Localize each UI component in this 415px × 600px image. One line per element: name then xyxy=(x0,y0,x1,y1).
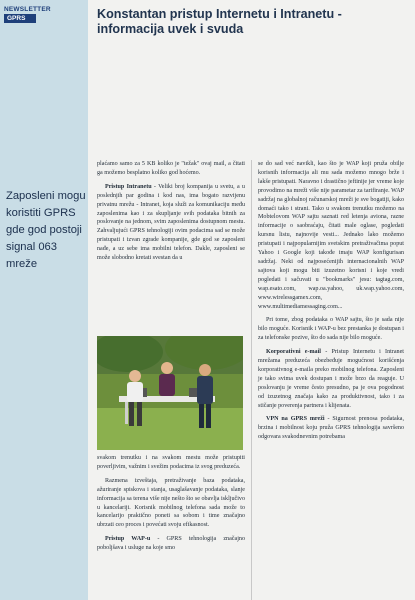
pull-quote: Zaposleni mogu koristiti GPRS gde god postoji signal 063 mreže xyxy=(6,190,86,270)
paragraph: Pristup Intranetu - Veliki broj kompanija u svetu, a u poslednjih par godina i kod nas, ima bogato razvijenu privatnu mrežu - Intranet, koja služi za komunikaciju među zaposlenima kao i za skupljanje svih podataka bitnih za poslovanje na jednom, svim zaposlenima dostupnom mestu. Zahvaljujući GPRS tehnologiji ovim podacima sad se može pristupati i izvan zgrade kompanije, gde god se zaposleni nađe, a uz sebe ima mobilni telefon. Dakle, zaposleni se može slobodno kretati svestan da u xyxy=(97,183,245,262)
paragraph: VPN na GPRS mreži - Sigurnost prenosa podataka, brzina i mobilnost koju pruža GPRS tehnologija savršeno odgovara svakodnevnim potrebama xyxy=(258,416,404,441)
article-photo xyxy=(97,336,243,450)
column-2 xyxy=(258,160,404,447)
column-1-top xyxy=(97,160,245,268)
newsletter-badge xyxy=(4,6,60,23)
newsletter-label: NEWSLETTER xyxy=(4,6,51,13)
paragraph: svakom trenutku i na svakom mestu može pristupiti poverljivim, važnim i svežim podacima iz svog preduzeća. xyxy=(97,455,245,470)
paragraph: Razmena izveštaja, pretraživanje baza podataka, ažuriranje spiskova i stanja, usaglašavanje podataka, slanje informacija sa terena više nije nešto što se obavlja isključivo u kancelariji. Korisnik mobilnog telefona sada može to kancelarijo praktično poneti sa sobom i time značajno ubrzati ceo proces i povećati svoju efikasnost. xyxy=(97,477,245,529)
column-divider xyxy=(251,160,252,600)
article-title: Konstantan pristup Internetu i Intranetu - informacija uvek i svuda xyxy=(97,7,342,36)
paragraph: Korporativni e-mail - Pristup Internetu i Intranet mrežama preduzeća obezbeđuje mogućnost korišćenja korporativnog e-maila preko mobilnog telefona. Zaposleni je tako svima uvek dostupan i može brzo da reaguje. U poslovanju je vreme često presudno, pa je ova pogodnost od izuzetnog značaja kako za produktivnost, tako i za stičanje poverenja partnera i klijenata. xyxy=(258,349,405,409)
section-label: GPRS xyxy=(4,14,36,23)
column-1-bottom xyxy=(97,454,245,558)
paragraph: se do sad već navikli, kao što je WAP koji pruža obilje korisnih informacija ali mu sada možemo mnogo brže i lakše pristupati. Naravno i drastično jeftinije jer vreme koje provodimo na mreži više nije parametar za tarifiranje. WAP sadržaj na globalnoj računarskoj mreži je sve bogatiji, kako domaći tako i strani. Tako u svakom trenutku možemo na Mobtelovom WAP sajtu saznati red letenja aviona, razne informacije o saobraćaju, čitati male oglase, pogledati kursnu listu, najnovije vesti... Jednako lako možemo pristupati i najpopularnijim svetskim pretraživačima poput Yahoo i Google koji takođe imaju WAP konfigurisan sadržaj. Neki od najposećenijih internacionalnih WAP sajtova koji mogu biti izuzetno korisni i koje vredi pogledati i sačuvati u "bookmarks" jesu: tagtag.com, wap.esato.com, wap.oa.yahoo, uk.wap.yahoo.com, www.wirelessgamex.com, www.multimediamessaging.com... xyxy=(258,161,404,310)
paragraph: Pristup WAP-u - GPRS tehnologija značajno poboljšava i usluge na koje smo xyxy=(97,536,245,552)
paragraph: plaćamo samo za 5 KB koliko je "težak" ovaj mail, a čitati ga možemo besplatno koliko god hoćemo. xyxy=(97,161,245,176)
paragraph: Pri tome, zbog podataka o WAP sajtu, što je sada nije bilo moguće. Korisnik i WAP-u bez prestanka je dostupan i za telefonske pozive, što do sada nije bilo moguće. xyxy=(258,317,404,342)
sidebar-band xyxy=(0,0,88,600)
